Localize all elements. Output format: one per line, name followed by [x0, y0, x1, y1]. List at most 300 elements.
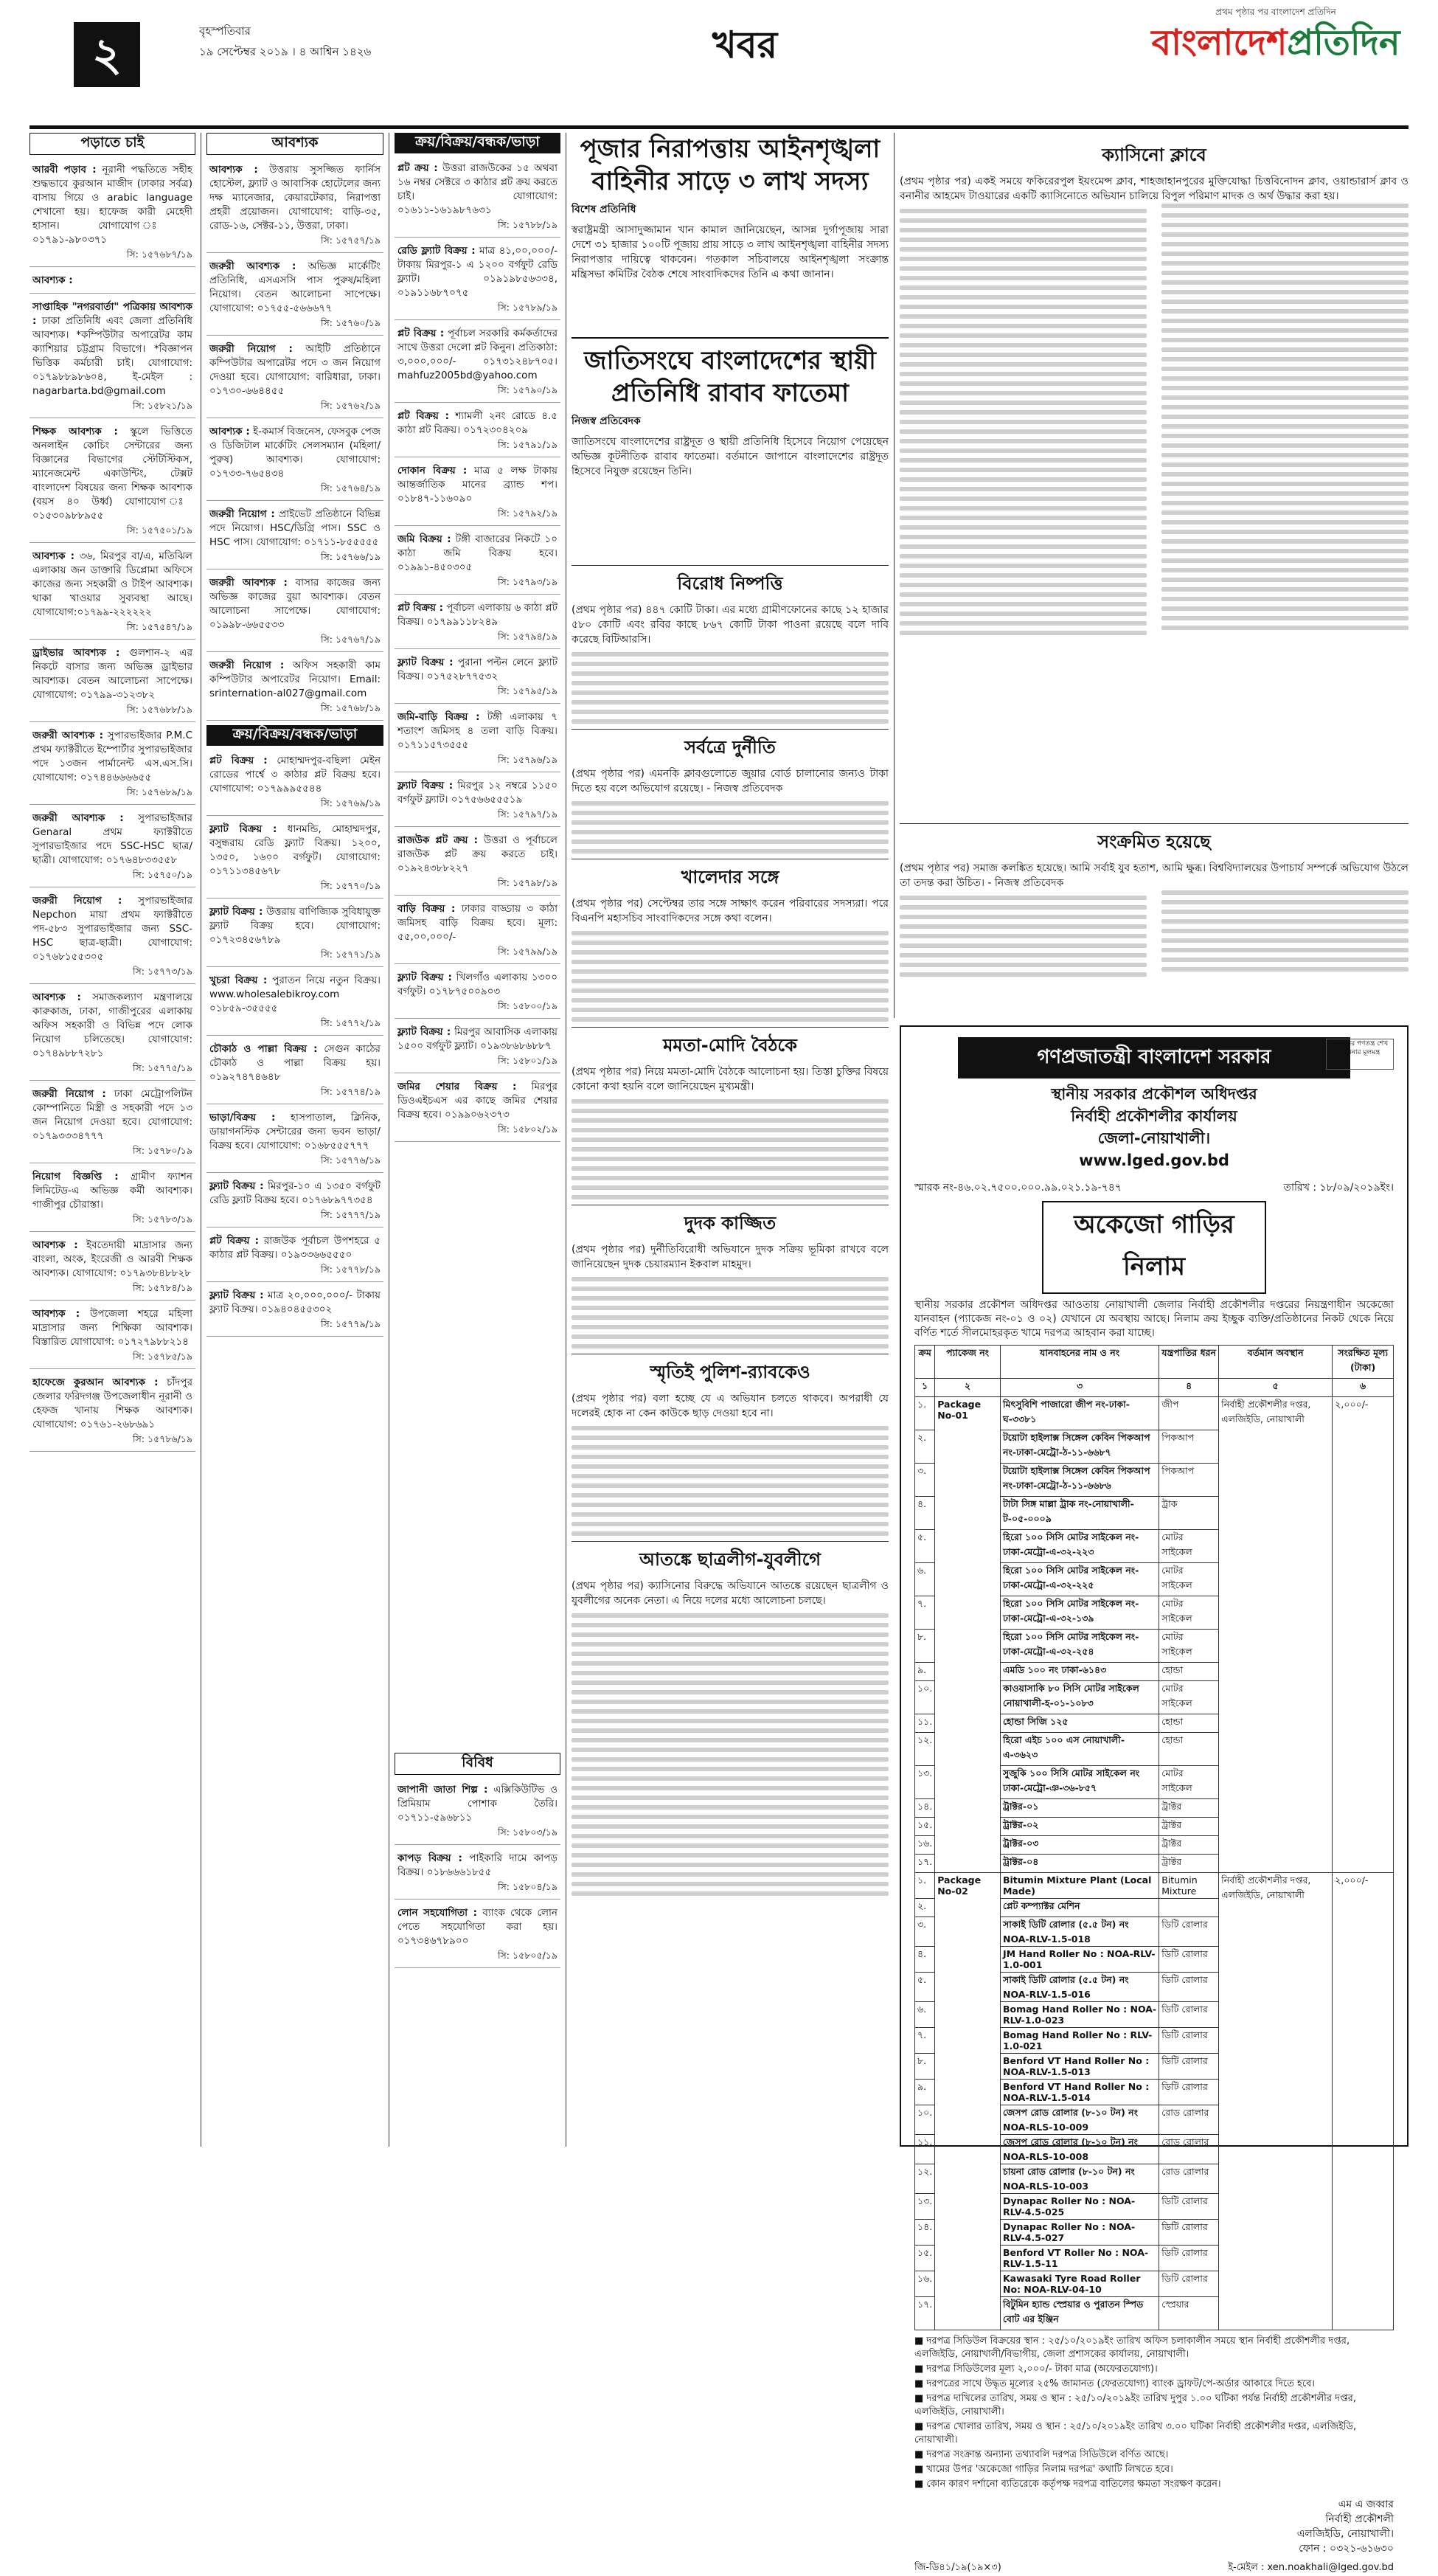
table-cell: প্লেট কম্প্যাক্টর মেশিন [1000, 1899, 1159, 1917]
table-cell: JM Hand Roller No : NOA-RLV-1.0-001 [1000, 1947, 1159, 1973]
table-cell: মোটর সাইকেল [1159, 1530, 1219, 1563]
ad-code: সি: ১৫৭৯৩/১৯ [497, 576, 558, 587]
ad-title: প্লট বিক্রয় : [397, 602, 444, 614]
vehicle-table [914, 1345, 1394, 2330]
story-heading: খালেদার সঙ্গে [572, 859, 889, 893]
classified-column-3 [395, 133, 560, 2147]
ad-code: সি: ১৫৭৭৮/১৯ [320, 1264, 381, 1275]
table-cell: সাকাই ডিটি রোলার (৫.৫ টন) নং NOA-RLV-1.5-016 [1000, 1973, 1159, 2002]
table-cell: ১৩. [915, 2194, 935, 2220]
classified-ad [29, 298, 195, 418]
table-cell: ১১. [915, 1714, 935, 1733]
package-number-cell: Package No-02 [935, 1873, 1001, 2330]
table-cell: হিরো ১০০ সিসি মোটর সাইকেল নং-ঢাকা-মেট্রো-এ-৩২-২২৫ [1000, 1563, 1159, 1596]
story-heading: স্মৃতিই পুলিশ-র‍্যাবকেও [572, 1354, 889, 1388]
story-heading: মমতা-মোদি বৈঠকে [572, 1027, 889, 1062]
table-cell: ২. [915, 1430, 935, 1464]
table-cell: ৫. [915, 1973, 935, 2002]
ad-code: সি: ১৫৮০৪/১৯ [497, 1881, 558, 1892]
table-cell: ট্রাক্টর [1159, 1836, 1219, 1855]
notice-footer [914, 2561, 1394, 2576]
condition-item [914, 2420, 1394, 2447]
lead-body: স্বরাষ্ট্রমন্ত্রী আসাদুজ্জামান খান কামাল জানিয়েছেন, আসন্ন দুর্গাপূজায় সারা দেশে ৩১ হাজার ১০০টি পূজায় প্রায় সাড়ে ৩ লাখ আইনশৃঙ্খলা বাহিনীর সদস্য নিরাপত্তার দায়িত্বে থাকবেন। গতকাল সচিবালয়ে আইনশৃঙ্খলা সংক্রান্ত মন্ত্রিসভা কমিটির বৈঠক শেষে সাংবাদিকদের তিনি এ কথা জানান। [572, 224, 889, 280]
ad-text: স্কুলে ভিত্তিতে অনলাইন কোচিং সেন্টারের জন্য বিজ্ঞানের বিভাগের স্টেটিস্টিকস, ম্যানেজমেন্ট একাউন্টিং, টেক্সট বাংলাদেশ বিষয়ের জন্য শিক্ষক আবশ্যক (বয়স ৪০ উর্ধ্ব) যোগাযোগ ঃ ০১৫৩০৯৮৮৯৫৫ [32, 426, 192, 522]
table-cell: হোন্ডা [1159, 1663, 1219, 1681]
ad-code: সি: ১৫৭৭১/১৯ [320, 949, 381, 960]
bullet-icon: ■ [914, 2378, 927, 2389]
ad-code: সি: ১৫৭৯৭/১৯ [497, 809, 558, 820]
logo-part-2: প্রতিদিন [1287, 22, 1400, 63]
ad-list [206, 161, 383, 721]
classified-ad [206, 423, 383, 501]
price-cell: ২,০০০/- [1333, 1873, 1394, 2330]
ad-text: মাত্র ৫ লক্ষ টাকায় আন্তর্জাতিক মানের ব্র্যান্ড শপ। ০১৮৪৭-১১৬০৯০ [397, 465, 558, 505]
column-divider [894, 133, 895, 1018]
classified-ad [29, 1374, 195, 1452]
classified-ad [395, 599, 560, 649]
ad-title: আবশ্যক : [32, 991, 81, 1003]
day-label: বৃহস্পতিবার [199, 24, 251, 38]
ad-title: জরুরী নিয়োগ : [209, 508, 275, 520]
table-cell: স্প্রেয়ার [1159, 2297, 1219, 2330]
table-index-cell: ৪ [1159, 1379, 1219, 1397]
table-cell: ট্রাক্টর [1159, 1799, 1219, 1818]
table-cell: ট্রাক্টর-০১ [1000, 1799, 1159, 1818]
classified-ad [395, 242, 560, 320]
ad-code: সি: ১৫৭৫৪৭/১৯ [126, 621, 192, 632]
ad-text: চাঁদপুর জেলার ফরিদগঞ্জ উপজেলাধীন নূরানী ও হেফজ খানায় শিক্ষক আবশ্যক। যোগাযোগ: ০১৭৬১-২৬৮৬৯১ [32, 1377, 192, 1430]
ad-list [395, 159, 560, 1753]
table-cell: Bomag Hand Roller No : RLV-1.0-021 [1000, 2028, 1159, 2054]
story-body: (প্রথম পৃষ্ঠার পর) নিয়ে মমতা-মোদি বৈঠকে আলোচনা হয়। তিস্তা চুক্তির বিষয়ে কোনো কথা হয়নি বলে জানিয়েছেন মুখ্যমন্ত্রী। [572, 1066, 889, 1093]
logo-tagline: প্রথম পৃষ্ঠার পর বাংলাদেশ প্রতিদিন [1215, 7, 1336, 17]
table-cell: ডিটি রোলার [1159, 2246, 1219, 2271]
notice-ref: জি-ডি৪১/১৯(১৯×৩) [914, 2562, 1001, 2573]
table-cell: ১৫. [915, 1818, 935, 1836]
ad-code: সি: ১৫৭৬৯/১৯ [320, 797, 381, 809]
ad-code: সি: ১৫৮০৫/১৯ [497, 1950, 558, 1961]
story-heading: সংক্রমিত হয়েছে [900, 823, 1409, 858]
classified-ad [395, 407, 560, 457]
classified-ad [395, 1849, 560, 1900]
ad-title: ফ্ল্যাট বিক্রয় : [209, 1180, 264, 1192]
notice-intro: স্থানীয় সরকার প্রকৌশল অধিদপ্তর আওতায় নোয়াখালী জেলার নির্বাহী প্রকৌশলীর দপ্তরের নিয়ন্ত্রণাধীন অকেজো যানবাহন (প্যাকেজ নং-০১ ও ০২) যেখানে যে অবস্থায় আছে। নিলাম ক্রয় ইচ্ছুক ব্যক্তি/প্রতিষ্ঠানের নিকট থেকে নিয়ে বর্ণিত শর্তে সীলমোহরকৃত খামে দরপত্র আহবান করা যাচ্ছে। [914, 1299, 1394, 1339]
classified-ad [206, 657, 383, 721]
ad-code: সি: ১৫৭৭৩/১৯ [132, 966, 192, 977]
ad-title: আবশ্যক : [209, 426, 250, 437]
ad-title: জমি-বাড়ি বিক্রয় : [397, 711, 480, 723]
condition-item [914, 2335, 1394, 2361]
ad-title: আবশ্যক : [32, 550, 75, 562]
ad-title: আবশ্যক : [209, 164, 258, 176]
ad-code: সি: ১৫৭৯১/১৯ [497, 439, 558, 450]
ad-title: কাপড় বিক্রয় : [397, 1852, 462, 1864]
ad-title: ফ্ল্যাট বিক্রয় : [209, 1289, 264, 1301]
category-heading: পড়াতে চাই [29, 133, 195, 155]
ad-title: ফ্ল্যাট বিক্রয় : [209, 906, 263, 918]
ad-text: ইবতেদায়ী মাদ্রাসার জন্য বাংলা, অংক, ইংরেজী ও আরবী শিক্ষক আবশ্যক। যোগাযোগ: ০১৭৯৩৮৪৮৮২৮ [32, 1239, 192, 1279]
story-body: (প্রথম পৃষ্ঠার পর) এমনকি ক্লাবগুলোতে জুয়ার বোর্ড চালানোর জন্যও টাকা দিতে হয় বলে অভিযোগ রয়েছে। - নিজস্ব প্রতিবেদক [572, 768, 889, 794]
ad-text: সেগুন কাঠের চৌকাঠ ও পাল্লা বিক্রয় হয়। ০১৯২৭৪৭৪৬৪৮ [209, 1043, 381, 1083]
table-cell: ডিটি রোলার [1159, 2194, 1219, 2220]
classified-ad [206, 340, 383, 418]
table-cell: হিরো এইচ ১০০ এস নোয়াখালী-এ-৩৬২৩ [1000, 1733, 1159, 1766]
auction-notice [900, 1025, 1409, 2573]
table-cell: ১২. [915, 1733, 935, 1766]
ad-title: প্লট ক্রয় : [397, 162, 438, 174]
ad-text: সুপারভাইজার P.M.C প্রথম ফ্যাক্টরীতে ইম্পোর্টার সুপারভাইজার পদে ১৩জন পার্মানেন্ট এস.এস.সি। যোগাযোগ: ০১৭৪৪৬৬৬৬৫৫ [32, 730, 192, 783]
signer-phone: ফোন : ০৩২১-৬১৬৩০ [1299, 2543, 1394, 2555]
classified-ad [206, 505, 383, 569]
classified-ad [206, 752, 383, 816]
ad-title: খুচরা বিক্রয় : [209, 974, 268, 986]
ad-code: সি: ১৫৭৯২/১৯ [497, 508, 558, 519]
ad-title: রাজউক প্লট ক্রয় : [397, 834, 478, 846]
condition-item [914, 2478, 1394, 2491]
story-continuation [900, 890, 1409, 980]
ad-text: ঢাকা মেট্রোপলিটন কোম্পানিতে মিস্ত্রী ও সহকারী পদে ১৩ জন নিয়োগ দেওয়া হবে। যোগাযোগ: ০১৭৯৩৩৩৪৭৭৭ [32, 1088, 192, 1142]
story-continuation [572, 1426, 889, 1536]
story-continuation [572, 1099, 889, 1199]
table-cell: Bitumin Mixture [1159, 1873, 1219, 1899]
table-cell: টাটা সিঙ্গ মাল্লা ট্রাক নং-নোয়াখালী-ট-০৫-০০০৯ [1000, 1497, 1159, 1530]
ad-title: ড্রাইভার আবশ্যক : [32, 647, 120, 659]
ad-text: গুলশান-২ এর নিকটে বাসার জন্য অভিজ্ঞ ড্রাইভার আবশ্যক। বেতন আলোচনা সাপেক্ষে। যোগাযোগ: ০১৭৯৯-৩১২৩৮২ [32, 647, 192, 701]
table-header-cell: যন্ত্রপাতির ধরন [1159, 1346, 1219, 1379]
notice-gov-title: গণপ্রজাতন্ত্রী বাংলাদেশ সরকার [958, 1037, 1350, 1078]
location-cell: নির্বাহী প্রকৌশলীর দপ্তর, এলজিইডি, নোয়াখালী [1219, 1873, 1333, 2330]
condition-text: কোন কারণ দর্শানো ব্যতিরেকে কর্তৃপক্ষ দরপত্র বাতিলের ক্ষমতা সংরক্ষণ করেন। [926, 2479, 1221, 2490]
ad-code: সি: ১৫৭৬০/১৯ [320, 317, 381, 328]
table-cell: মোটর সাইকেল [1159, 1681, 1219, 1714]
table-cell: Kawasaki Tyre Road Roller No: NOA-RLV-04-10 [1000, 2271, 1159, 2297]
table-cell: হিরো ১০০ সিসি মোটর সাইকেল নং-ঢাকা-মেট্রো-এ-৩২-২৫৪ [1000, 1630, 1159, 1663]
story-heading: দুদক কাজ্জিত [572, 1205, 889, 1239]
table-cell: ১. [915, 1873, 935, 1899]
ad-title: শিক্ষক আবশ্যক : [32, 426, 118, 437]
ad-title: প্লট বিক্রয় : [397, 328, 445, 339]
ad-title: ফ্ল্যাট বিক্রয় : [397, 657, 454, 668]
table-cell: রোড রোলার [1159, 2135, 1219, 2164]
ad-title: দোকান বিক্রয় : [397, 465, 468, 477]
second-headline-2: প্রতিনিধি রাবাব ফাতেমা [611, 378, 849, 408]
ad-text: মোহাম্মদপুর-বছিলা মেইন রোডের পার্শ্বে ৩ কাঠার প্লট বিক্রয় হবে। যোগাযোগ: ০১৭৯৯৯৫৫৪৪ [209, 755, 381, 794]
ad-code: সি: ১৫৭৮৩/১৯ [132, 1213, 192, 1225]
story-body: (প্রথম পৃষ্ঠার পর) বলা হচ্ছে যে এ অভিযান চলতে থাকবে। অপরাধী যে দলেরই হোক না কেন কাউকে ছাড় দেওয়া হবে না। [572, 1393, 889, 1419]
ad-text: টঙ্গী বাজারের নিকটে ১০ কাঠা জমি বিক্রয় হবে। ০১৯৯১-৪৫০৩০৫ [397, 533, 558, 573]
table-cell: হোন্ডা [1159, 1714, 1219, 1733]
notice-signature [914, 2497, 1394, 2556]
ad-title: জরুরী নিয়োগ : [32, 1088, 106, 1100]
ad-code: সি: ১৫৭৮৬/১৯ [132, 1433, 192, 1444]
table-cell: ১৫. [915, 2246, 935, 2271]
table-cell: মোটর সাইকেল [1159, 1766, 1219, 1799]
ad-code: সি: ১৫৭৭২/১৯ [320, 1017, 381, 1028]
table-cell: ১৬. [915, 1836, 935, 1855]
table-cell: মিৎসুবিশি পাজারো জীপ নং-ঢাকা-ঘ-৩৩৮১ [1000, 1397, 1159, 1430]
story-body: (প্রথম পৃষ্ঠার পর) সমাজ কলঙ্কিত হয়েছে। আমি সর্বাই যুব হতাশ, আমি ক্ষুব্ধ। বিশ্ববিদ্যালয়ের উপাচার্য সম্পর্কে অভিযোগ উঠলে তা তদন্ত করা উচিত। - নিজস্ব প্রতিবেদক [900, 862, 1409, 889]
condition-item [914, 2463, 1394, 2476]
memo-date: তারিখ : ১৮/০৯/২০১৯ইং। [1283, 1182, 1394, 1194]
table-cell: মোটর সাইকেল [1159, 1630, 1219, 1663]
ad-code: সি: ১৫৭৯৯/১৯ [497, 946, 558, 957]
logo-wordmark [1143, 21, 1409, 65]
condition-item [914, 2378, 1394, 2391]
table-cell: ডিটি রোলার [1159, 2028, 1219, 2054]
table-cell: ১৪. [915, 1799, 935, 1818]
classified-ad [29, 1305, 195, 1369]
second-headline-1: জাতিসংঘে বাংলাদেশের স্থায়ী [572, 337, 889, 377]
table-cell: ৩. [915, 1464, 935, 1497]
table-cell: জেসপ রোড রোলার (৮-১০ টন) নং NOA-RLS-10-009 [1000, 2105, 1159, 2135]
notice-memo-row [914, 1179, 1394, 1197]
classified-ad [29, 423, 195, 543]
ad-text: গ্রামীণ ফ্যাশন লিমিটেড-এ অভিজ্ঞ কর্মী আবশ্যক। গাজীপুর চৌরাস্তা। [32, 1171, 192, 1211]
table-cell: Benford VT Hand Roller No : NOA-RLV-1.5-014 [1000, 2080, 1159, 2105]
classified-ad [206, 1109, 383, 1173]
ad-title: জরুরী নিয়োগ : [32, 895, 122, 907]
classified-ad [206, 257, 383, 336]
ad-title: হাফেজে কুরআন আবশ্যক : [32, 1377, 159, 1388]
table-cell: ৪. [915, 1497, 935, 1530]
table-cell: ১. [915, 1397, 935, 1430]
table-cell: ডিটি রোলার [1159, 2002, 1219, 2028]
ad-text: সুপারভাইজার Genaral প্রথম ফ্যাক্টরীতে সুপারভাইজার পদে SSC-HSC ছাত্র/ছাত্রী। যোগাযোগ: ০১৭৬৪৮৩৩৫৫৮ [32, 812, 192, 866]
condition-text: দরপত্রের সাথে উদ্ধৃত মূল্যের ২৫% জামানত (ফেরতযোগ্য) ব্যাংক ড্রাফট/পে-অর্ডার আকারে দিতে হবে। [926, 2378, 1315, 2389]
signer-name: এম এ জব্বার [1338, 2499, 1394, 2510]
condition-item [914, 2448, 1394, 2462]
classified-ad [206, 1232, 383, 1282]
classified-ad [395, 530, 560, 595]
classified-ad [395, 159, 560, 238]
second-body: জাতিসংঘে বাংলাদেশের রাষ্ট্রদূত ও স্থায়ী প্রতিনিধি হিসেবে নিয়োগ পেয়েছেন অভিজ্ঞ কূটনীতিক রাবাব ফাতেমা। বর্তমানে জাপানে বাংলাদেশের রাষ্ট্রদূত হিসেবে নিযুক্ত রয়েছেন তিনি। [572, 436, 889, 477]
table-index-cell: ৫ [1219, 1379, 1333, 1397]
ad-text: নূরানী পদ্ধতিতে সহীহ শুদ্ধভাবে কুরআন মাজীদ (ঢাকার সর্বত্র) বাসায় গিয়ে ও arabic language শেখানো হয়। হাফেজ কারী মেহেদী হাসান। যোগাযোগ ঃ ০১৭৯১-৯৮০৩৭১ [32, 164, 193, 246]
story-body: (প্রথম পৃষ্ঠার পর) একই সময়ে ফকিরেরপুল ইয়ংমেন্স ক্লাব, শাহজাহানপুরের মুক্তিযোদ্ধা চিত্তবিনোদন ক্লাব, ওয়ান্ডারার্স ক্লাব ও বনানীর আহমেদ টাওয়ারের একটি ক্যাসিনোতে অভিযান চালিয়ে বিপুল পরিমাণ মাদক ও অর্থ উদ্ধার করা হয়। [900, 176, 1409, 202]
ad-text: শ্যামলী ২নং রোডে ৪.৫ কাঠা প্লট বিক্রয়। ০১৭২৩০৪২০৯ [397, 410, 558, 436]
ad-title: বাড়ি বিক্রয় : [397, 903, 456, 915]
table-cell: পিকআপ [1159, 1430, 1219, 1464]
lead-byline: বিশেষ প্রতিনিধি [572, 204, 636, 215]
category-heading: ক্রয়/বিক্রয়/বন্ধক/ভাড়া [206, 725, 383, 746]
ad-code: সি: ১৫৭৮৪/১৯ [132, 1282, 192, 1293]
table-cell: ট্রাক্টর-০৩ [1000, 1836, 1159, 1855]
ad-list [206, 752, 383, 1337]
table-cell: ডিটি রোলার [1159, 2220, 1219, 2246]
classified-ad [29, 809, 195, 887]
ad-text: ব্যাংক থেকে লোন পেতে সহযোগিতা করা হয়। ০১৭৩৪৬৭৮৯০০ [397, 1907, 558, 1947]
table-cell: ৪. [915, 1947, 935, 1973]
table-cell: রোড রোলার [1159, 2105, 1219, 2135]
story-heading: বিরোধ নিষ্পত্তি [572, 565, 889, 600]
ad-text: টঙ্গী এলাকায় ৭ শতাংশ জমিসহ ৪ তলা বাড়ি বিক্রয়। ০১৭১১৫৭৩৫৫৫ [397, 711, 558, 751]
ad-code: সি: ১৫৮০১/১৯ [497, 1055, 558, 1066]
table-cell: ৫. [915, 1530, 935, 1563]
ad-text: মিরপুর আবাসিক এলাকায় ১৫০০ বর্গফুট ফ্ল্যাট। ০১৯৩৮৬৮৬৮৮৭ [397, 1026, 558, 1052]
bullet-icon: ■ [914, 2464, 927, 2475]
ad-title: রেডি ফ্ল্যাট বিক্রয় : [397, 245, 476, 257]
ad-text: আইটি প্রতিষ্ঠানে কম্পিউটার অপারেটর পদে ৩ জন নিয়োগ দেওয়া হবে। যোগাযোগ: বারিধারা, ঢাকা। ০১৭৩০-৬৬৪৪৫৫ [209, 343, 381, 397]
category-heading: বিবিধ [395, 1753, 560, 1775]
ad-text: প্রাইভেট প্রতিষ্ঠানে বিভিন্ন পদে নিয়োগ। HSC/ডিগ্রি পাস। SSC ও HSC পাস। যোগাযোগ: ০১৭১১-৮৫৫৫৫৫ [209, 508, 381, 548]
table-cell: ডিটি রোলার [1159, 2054, 1219, 2080]
ad-text: পূর্বাচল সরকারি কর্মকর্তাদের সাথে উত্তরা দেলো প্লট কিনুন। প্রতিকাঠা: ৩,০০০,০০০/- ০১৭৩১২৪৮৭০৫। mahfuz2005bd@yahoo.com [397, 328, 558, 381]
ad-code: সি: ১৫৭৭০/১৯ [320, 880, 381, 891]
table-cell: ট্রাক্টর-০৪ [1000, 1855, 1159, 1873]
casino-story [900, 133, 1409, 811]
ad-title: জরুরী নিয়োগ : [209, 659, 285, 671]
ad-title: আবশ্যক : [32, 1308, 80, 1320]
ad-title: জরুরী নিয়োগ : [209, 343, 293, 355]
signer-title: নির্বাহী প্রকৌশলী [1325, 2513, 1394, 2525]
table-cell: ১২. [915, 2164, 935, 2194]
bullet-icon: ■ [914, 2421, 927, 2432]
classified-ad [395, 969, 560, 1019]
ad-title: জরুরী আবশ্যক : [32, 812, 124, 824]
ad-code: সি: ১৫৭৯০/১৯ [497, 384, 558, 395]
notice-website-link[interactable]: www.lged.gov.bd [1079, 1152, 1229, 1169]
table-cell: সাকাই ডিটি রোলার (৫.৫ টন) নং NOA-RLV-1.5-018 [1000, 1917, 1159, 1947]
bullet-icon: ■ [914, 2336, 927, 2347]
ad-list [395, 1781, 560, 1968]
ad-code: সি: ১৫৭৭৬/১৯ [320, 1154, 381, 1166]
ad-text: ঢাকা প্রতিনিধি এবং জেলা প্রতিনিধি আবশ্যক। *কম্পিউটার অপারেটর কাম ক্যাশিয়ার চট্টগ্রাম বিভাগে। *বিজ্ঞাপন ভিত্তিক কর্মচারী চাই। যোগাযোগ: ০১৭৯৮৮৯৮৬০৪, ই-মেইল : nagarbarta.bd@gmail.com [32, 315, 192, 397]
story-continuation [572, 931, 889, 1022]
table-cell: টয়োটা হাইলাক্স সিঙ্গেল কেবিন পিকআপ নং-ঢাকা-মেট্রো-ঠ-১১-৬৬৮৭ [1000, 1430, 1159, 1464]
story-continuation [572, 801, 889, 854]
ad-code: সি: ১৫৭৫৭/১৯ [320, 235, 381, 246]
category-heading: আবশ্যক [206, 133, 383, 155]
table-cell: ১৭. [915, 2297, 935, 2330]
ad-text: মাত্র ৪১,০০,০০০/- টাকায় মিরপুর-১ এ ১২০০ বর্গফুট রেডি ফ্ল্যাট। ০১৯১৯৮৫৬৩৩৪, ০১৯১১৬৮৭০৭৫ [397, 245, 558, 299]
classified-ad [29, 892, 195, 984]
notice-dept: স্থানীয় সরকার প্রকৌশল অধিদপ্তর [1051, 1085, 1257, 1103]
table-cell: হোন্ডা সিজি ১২৫ [1000, 1714, 1159, 1733]
ad-code: সি: ১৫৭৬৮৭/১৯ [126, 249, 192, 260]
ad-text: পুরাতন নিয়ে নতুন বিক্রয়। www.wholesalebikroy.com ০১৮৫৯-৩৫৫৫৫ [209, 974, 381, 1014]
classified-ad [29, 644, 195, 722]
ad-title: প্লট বিক্রয় : [209, 755, 268, 766]
notice-district: জেলা-নোয়াখালী। [1097, 1129, 1211, 1147]
table-cell: ৬. [915, 1563, 935, 1596]
table-cell: ডিটি রোলার [1159, 1917, 1219, 1947]
table-header-cell: বর্তমান অবস্থান [1219, 1346, 1333, 1379]
table-cell: Dynapac Roller No : NOA-RLV-4.5-027 [1000, 2220, 1159, 2246]
ad-code: সি: ১৫৮২১/১৯ [132, 400, 192, 411]
story-heading: আতঙ্কে ছাত্রলীগ-যুবলীগে [572, 1541, 889, 1576]
ad-code: সি: ১৫৭৬৭/১৯ [320, 634, 381, 645]
classified-ad [395, 1023, 560, 1073]
ad-code: সি: ১৫৭৫০১/১৯ [126, 524, 192, 536]
table-cell: টয়োটা হাইলাক্স সিঙ্গেল কেবিন পিকআপ নং-ঢাকা-মেট্রো-ঠ-১১-৬৬৮৬ [1000, 1464, 1159, 1497]
ad-code: সি: ১৫৭৬৮/১৯ [320, 702, 381, 713]
ad-text: পুরানা পল্টন লেনে ফ্ল্যাট বিক্রয়। ০১৭৫২৮৭৭৫৩২ [397, 657, 558, 682]
ad-code: সি: ১৫৭৮৯/১৯ [497, 302, 558, 313]
classified-column-1 [29, 133, 195, 2147]
table-cell: ১৩. [915, 1766, 935, 1799]
table-header-cell: ক্রম [915, 1346, 935, 1379]
table-cell: ডিটি রোলার [1159, 2271, 1219, 2297]
ad-text: বাসার কাজের জন্য অভিজ্ঞ কাজের বুয়া আবশ্যক। বেতন আলোচনা সাপেক্ষে। যোগাযোগ: ০১৯৯৮-৬৬৫৫৩৩ [209, 577, 381, 631]
table-cell: মোটর সাইকেল [1159, 1596, 1219, 1630]
ad-text: এক্সিকিউটিভ ও প্রিমিয়াম পোশাক তৈরি। ০১৭১১-৫৯৬৮১১ [397, 1784, 558, 1824]
table-cell: ট্রাক [1159, 1497, 1219, 1530]
ad-code: সি: ১৫৭৭৭/১৯ [320, 1209, 381, 1220]
ad-title: আরবী পড়াব : [32, 164, 97, 176]
table-cell: হিরো ১০০ সিসি মোটর সাইকেল নং-ঢাকা-মেট্রো-এ-৩২-১৩৯ [1000, 1596, 1159, 1630]
table-header-row [915, 1346, 1394, 1379]
classified-ad [395, 831, 560, 896]
category-heading: ক্রয়/বিক্রয়/বন্ধক/ভাড়া [395, 133, 560, 153]
table-cell: বিটুমিন হ্যান্ড স্প্রেয়ার ও পুরাতন স্পিড বোট এর ইঞ্জিন [1000, 2297, 1159, 2330]
lead-headline-2: বাহিনীর সাড়ে ৩ লাখ সদস্য [591, 167, 869, 196]
page-number: ২ [74, 22, 140, 87]
classified-ad [29, 1168, 195, 1232]
bullet-icon: ■ [914, 2479, 927, 2490]
table-cell: Bitumin Mixture Plant (Local Made) [1000, 1873, 1159, 1899]
notice-office: নির্বাহী প্রকৌশলীর কার্যালয় [1071, 1107, 1237, 1125]
condition-item [914, 2392, 1394, 2419]
table-cell: ট্রাক্টর-০২ [1000, 1818, 1159, 1836]
notice-heading: অকেজো গাড়ির নিলাম [1042, 1201, 1266, 1294]
condition-text: খামের উপর 'অকেজো গাড়ির নিলাম দরপত্র' কথাটি লিখতে হবে। [926, 2464, 1173, 2475]
ad-title: ফ্ল্যাট বিক্রয় : [397, 1026, 451, 1038]
ad-title: ফ্ল্যাট বিক্রয় : [397, 972, 452, 983]
classified-ad [395, 462, 560, 526]
notice-email[interactable]: ই-মেইল : xen.noakhali@lged.gov.bd [1228, 2562, 1394, 2573]
ad-text: ৩৬, মিরপুর বা/এ, মতিঝিল এলাকায় জন ডাক্তারি ডিপ্লোমা অফিসে কাজের জন্য সহকারী ও টাইপ আবশ্যক। থাকা খাওয়ার সুব্যবস্থা আছে। যোগাযোগ:০১৭৯৯-২২২২২২ [32, 550, 192, 618]
table-cell: Benford VT Roller No : NOA-RLV-1.5-11 [1000, 2246, 1159, 2271]
story-heading: সর্বত্রে দুর্নীতি [572, 729, 889, 764]
logo-part-1: বাংলাদেশ [1151, 22, 1288, 63]
ad-text: পূর্বাচল এলাকায় ৬ কাঠা প্লট বিক্রয়। ০১৭৯৯১১৮২৪৯ [397, 602, 558, 628]
story-body: (প্রথম পৃষ্ঠার পর) সেপ্টেম্বর তার সঙ্গে সাক্ষাৎ করেন পরিবারের সদস্যরা। পরে বিএনপি মহাসচিব সাংবাদিকদের সঙ্গে কথা বলেন। [572, 898, 889, 924]
table-cell: ট্রাক্টর [1159, 1818, 1219, 1836]
bullet-icon: ■ [914, 2364, 927, 2375]
ad-code: সি: ১৫৭৬৪/১৯ [320, 482, 381, 494]
table-cell: রোড রোলার [1159, 2164, 1219, 2194]
table-index-row [915, 1379, 1394, 1397]
ad-text: অভিজ্ঞ মার্কেটিং প্রতিনিধি, এসএসসি পাস পুরুষ/মহিলা নিয়োগ। বেতন আলোচনা সাপেক্ষে। যোগাযোগ: ০১৭৫৫-৫৬৬৬৭৭ [209, 260, 381, 314]
signer-district: এলজিইডি, নোয়াখালী। [1296, 2528, 1394, 2540]
table-cell: সুজুকি ১০০ সিসি মোটর সাইকেল নং ঢাকা-মেট্রো-ঞ-৩৬-৮৫৭ [1000, 1766, 1159, 1799]
ad-text: ঢাকার বাড্ডায় ৩ কাঠা জমিসহ বাড়ি বিক্রয় হবে। মূল্য: ৫৫,০০,০০০/- [397, 903, 558, 943]
ad-code: সি: ১৫৭৭৫/১৯ [132, 1062, 192, 1073]
ad-text: খিলগাঁও এলাকায় ১৩০০ বর্গফুট। ০১৭৮৭৫০০৯০৩ [397, 972, 558, 997]
classified-ad [206, 1040, 383, 1104]
ad-text: মিরপুর ১২ নম্বরে ১১৫০ বর্গফুট ফ্ল্যাট। ০১৭৫৬৬৫৫৫১৯ [397, 780, 558, 806]
table-cell: ৯. [915, 1663, 935, 1681]
newspaper-logo [1143, 6, 1409, 117]
condition-item [914, 2363, 1394, 2376]
condition-text: দরপত্র সিডিউলের মূল্য ২,০০০/- টাকা মাত্র (অফেরতযোগ্য)। [926, 2364, 1158, 2375]
table-cell: ৬. [915, 2002, 935, 2028]
memo-number: স্মারক নং-৪৬.০২.৭৫০০.০০০.৯৯.০২১.১৯-৭৪৭ [914, 1182, 1122, 1194]
classified-ad [29, 727, 195, 805]
ad-text: মিরপুর-১০ এ ১৩৫০ বর্গফুট রেডি ফ্ল্যাট বিক্রয় হবে। ০১৭৬৮৯৭৭৩৫৪ [209, 1180, 381, 1206]
ad-code: সি: ১৫৭৮০/১৯ [132, 1145, 192, 1156]
ad-title: ফ্ল্যাট বিক্রয় : [209, 823, 277, 835]
ad-title: ভাড়া/বিক্রয় : [209, 1112, 276, 1123]
slogan-box: উন্নয়নের গণতন্ত্র শেখ হাসিনার মূলমন্ত্র [1326, 1039, 1394, 1070]
ad-text: উত্তরায় বাণিজ্যিক সুবিধাযুক্ত ফ্ল্যাট বিক্রয় হবে। যোগাযোগ: ০১৭২৩৪৫৬৭৮৯ [209, 906, 381, 946]
ad-title: জরুরী আবশ্যক : [209, 577, 288, 589]
table-cell: এমডি ১০০ নং ঢাকা-৬১৪৩ [1000, 1663, 1159, 1681]
table-cell: ১১. [915, 2135, 935, 2164]
classified-ad [206, 820, 383, 899]
ad-text: মিরপুর ডিওএইচএস এর কাছে জমির শেয়ার বিক্রয় হবে। ০১৯৯০৬২৩৭৩ [397, 1081, 558, 1121]
ad-code: সি: ১৫৭৯৪/১৯ [497, 631, 558, 642]
